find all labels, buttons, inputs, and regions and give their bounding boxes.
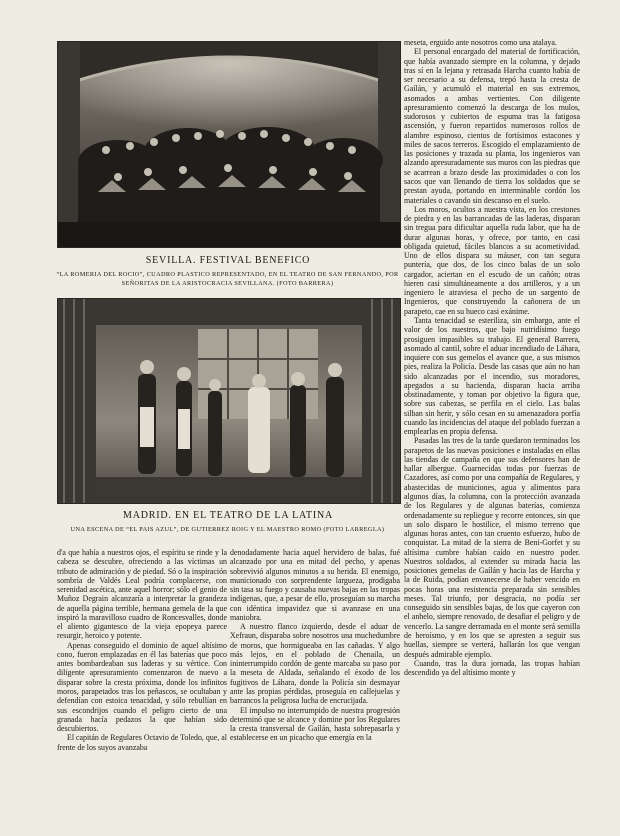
article-column-middle bbox=[230, 548, 400, 830]
paragraph: Tanta tenacidad se esteriliza, sin embargo, ante el valor de los nuestros, que bajo nutridísimo fuego prosiguen impasibles su trabajo. El general Barrera, asomado al cantil, sobre el aduar incendiado de Láhara, inquiere con sus gemelos el avance que, a sus mismos pies, realiza la Policía. Desde las casas que aún no han sido alcanzadas por el incendio, sus moradores, apegados a su hacienda, disparan hacia arriba obstinadamente, y toman por objetivo la figura que, sobre sus cabezas, se perfila en el cielo. Las balas silban sin herir, y sólo cesan en su amenazadora porfía cuando las incidencias del ataque del poblado fuerzan a emplearlas en propia defensa. bbox=[404, 315, 580, 437]
photo-madrid-latina bbox=[57, 298, 401, 504]
photo-sevilla-title: SEVILLA. FESTIVAL BENEFICO bbox=[145, 255, 311, 266]
paragraph: El personal encargado del material de fortificación, que había avanzado siempre en la columna, y dejado tras sí en la lejana y retrasada Harcha cuanto había de ser necesario a su defensa, trepó hasta la cresta de Gaílán, y acumuló el material en sus extremos, asomados a ambas vertientes. Con diligente apresuramiento comenzó la descarga de los mulos, sudorosos y cubiertos de espuma tras la fatigosa ascensión, y fueron repartidos numerosos rollos de alambre espinoso, cientos de fortísimos estacones y miles de sacos terreros. Escogido el emplazamiento de las posiciones y trazada su planta, los ingenieros van alzando apresuradamente sus muros con las piedras que se acarrean a brazo desde las proximidades o con los sacos que van llenando de tierra los soldados que se prestan ayuda, portando en interminable cordón los materiales o cavando sin descanso en el suelo. bbox=[404, 47, 580, 205]
article-column-left bbox=[57, 548, 227, 830]
paragraph: El capitán de Regulares Octavio de Toledo, que, al frente de los suyos avanzaba bbox=[57, 733, 227, 752]
photo-sevilla-romeria bbox=[57, 41, 401, 248]
photo-sevilla-caption: “LA ROMERIA DEL ROCIO”, CUADRO PLASTICO REPRESENTADO, EN EL TEATRO DE SAN FERNANDO, POR SEÑORITAS DE LA ARISTOCRACIA SEVILLANA. (FOTO BARRERA) bbox=[56, 271, 399, 287]
paragraph: Los moros, ocultos a nuestra vista, en los crestones de piedra y en las barrancadas de las laderas, disparan sin tregua para dificultar aquella ruda labor, que ha de durar algunas horas, y ofrece, por tanto, en casi obligada quietud, fáciles blancos a su acometividad. Uno de ellos dispara su máuser, con tan segura puntería, que dos, de los cinco balas de un solo cargador, aciertan en el escudo de un cañón; otras hieren casi simultáneamente a dos artilleros, y a un ingeniero le atraviesa el pecho de un sargento de Ingenieros, que construyendo la cañonera de un parapeto, cae en su hueco casi exánime. bbox=[404, 204, 580, 316]
paragraph: Cuando, tras la dura jornada, las tropas habían descendido ya del altísimo monte y bbox=[404, 658, 580, 678]
paragraph: d'a que había a nuestros ojos, el espíritu se rinde y la cabeza se descubre, ofreciendo a las víctimas un tributo de admiración y de piedad. Só o la inspiración sombría de Valdés Leal podría complacerse, con serenidad ascética, ante aquel horror; sólo el genio de Muñoz Degrain alcanzaría a interpretar la grandeza de aquella página terrible, hermana gemela de la que inspiró la maravilloso cuadro de Roncesvalles, donde el aliento gigantesco de la vieja epopeya parece resurgir, heroico y potente. bbox=[57, 548, 227, 641]
paragraph: denodadamente hacia aquel hervidero de balas, fué alcanzado por una en mitad del pecho, y apenas sobrevivió algunos minutos a su herida. El enemigo, municionado con sorprendente largueza, prodigaba sin tasa su fuego y causaba nuevas bajas en las tropas indígenas, que, a pesar de ello, proseguían su marcha con idéntica impavidez que si avanzase en una maniobra. bbox=[230, 548, 400, 622]
photo-madrid-caption: UNA ESCENA DE “EL PAIS AZUL”, DE GUTIERREZ ROIG Y EL MAESTRO ROMO (FOTO LARREGLA) bbox=[70, 526, 385, 533]
article-column-right bbox=[404, 38, 580, 832]
paragraph: El impulso no interrumpido de nuestra progresión determinó que se alcance y domine por los Regulares la cresta transversal de Gaílán, hasta sobrepasarla y establecerse en un picacho que emergía en la bbox=[230, 705, 400, 743]
paragraph: Apenas conseguido el dominio de aquel altísimo cono, fueron emplazadas en él las baterías que poco antes bombardeaban sus laderas y su vértice. Con diligente apresuramiento comenzaron de nuevo a disparar sobre la cresta próxima, donde los infinitos moros, parapetados tras los peñascos, se ocultaban y defendían con estoica tenacidad, y sólo rebullían en sus escondrijos cuando el peligro cierto de una granada hacía pedazos la que habían sido descubiertos. bbox=[57, 640, 227, 734]
paragraph: meseta, erguido ante nosotros como una atalaya. bbox=[404, 38, 557, 47]
paragraph: A nuestro flanco izquierdo, desde el aduar de Xefraun, disparaba sobre nosotros una muchedumbre de moros, que hormigueaba en las cañadas. Y algo más lejos, en el poblado de Chenaila, un ininterrumpido cordón de gente marcaba su paso por la meseta de Aldada, señalando el éxodo de los fugitivos de Láhara, donde la Policía sin desmayar ante las propias pérdidas, proseguía en callejuelas y barrancos la peligrosa lucha de encrucijada. bbox=[230, 622, 400, 706]
paragraph: Pasadas las tres de la tarde quedaron terminados los parapetos de las nuevas posiciones e instaladas en ellas las tiendas de campaña en que sus defensores han de hallar albergue. Guarnecidas todas por fuerzas de Cazadores, así como por una compañía de Regulares, y abastecidas de municiones, agua y alimentos para algunos días, la columna, con la protección avanzada de los Regulares y de algunas baterías, comienza ordenadamente su repliegue y recorre entonces, sin que un solo disparo le hostilice, el mismo terreno que algunas horas antes, con tan cruento esfuerzo, hubo de conquistar. La mitad de la sierra de Beni-Gorfet y su altísima cumbre habían caído en nuestro poder. Nuestros soldados, al extender su mirada hacia las posiciones gemelas de Gaílán y hacia las de Harcha y la de Ruida, podían envanecerse de haber vencido en pocas horas una resistencia preparada sin sensibles meses. Tal triunfo, por desgracia, no podía ser conseguido sin sensibles bajas, de los que cayeron con el anhelo, siempre renovado, de desafiar el peligro y de vencerlo. La sangre derramada en el monte será semilla de heroísmo, y en los que se apresten a seguir sus huellas, siempre se verterá, hallarán los que vengan después admirable ejemplo. bbox=[404, 436, 580, 659]
photo-madrid-title: MADRID. EN EL TEATRO DE LA LATINA bbox=[123, 510, 333, 521]
